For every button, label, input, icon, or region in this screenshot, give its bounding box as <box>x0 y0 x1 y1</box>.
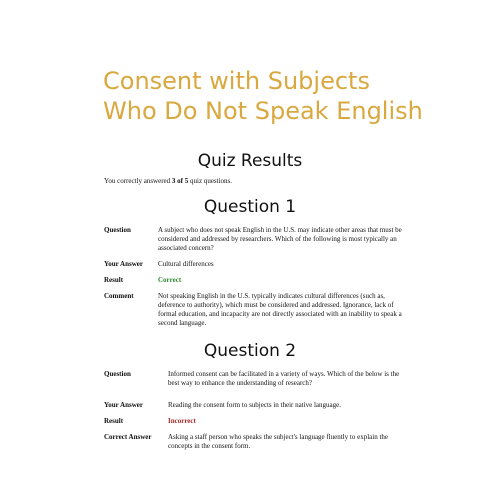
question-2-result-badge: Incorrect <box>168 417 196 425</box>
question-label: Question <box>104 370 131 378</box>
question-1-row-result <box>104 276 404 292</box>
your-answer-label: Your Answer <box>104 260 143 268</box>
question-1-text: A subject who does not speak English in the U.S. may indicate other areas that must be considered and addressed by researchers. Which of the following is most typically an associated concern? <box>158 226 402 252</box>
question-1-table <box>104 226 404 328</box>
your-answer-label: Your Answer <box>104 401 143 409</box>
question-1-row-comment <box>104 292 404 328</box>
question-2-correct-answer: Asking a staff person who speaks the subject's language fluently to explain the concepts in the consent form. <box>168 433 389 450</box>
quiz-results-heading: Quiz Results <box>197 151 303 171</box>
quiz-summary <box>104 177 232 186</box>
question-2-text: Informed consent can be facilitated in a variety of ways. Which of the below is the best way to enhance the understanding of research? <box>168 370 400 387</box>
comment-label: Comment <box>104 292 134 300</box>
question-1-answer: Cultural differences <box>158 260 214 268</box>
question-2-row-answer <box>104 401 404 417</box>
quiz-summary-suffix: quiz questions. <box>188 177 233 185</box>
question-2-row-result <box>104 417 404 433</box>
question-2-heading: Question 2 <box>203 341 297 361</box>
question-label: Question <box>104 226 131 234</box>
question-2-table <box>104 370 404 451</box>
page-title <box>103 66 483 126</box>
question-1-result-badge: Correct <box>158 276 182 284</box>
question-1-row-question <box>104 226 404 260</box>
result-label: Result <box>104 276 124 284</box>
page-title-line-1: Consent with Subjects <box>103 67 370 95</box>
quiz-score: 3 of 5 <box>171 177 189 185</box>
quiz-summary-prefix: You correctly answered <box>104 177 172 185</box>
result-label: Result <box>104 417 124 425</box>
question-2-answer: Reading the consent form to subjects in their native language. <box>168 401 342 409</box>
question-2-row-correct-answer <box>104 433 404 451</box>
question-2-row-question <box>104 370 404 401</box>
question-1-heading: Question 1 <box>203 197 297 217</box>
correct-answer-label: Correct Answer <box>104 433 152 441</box>
question-1-row-answer <box>104 260 404 276</box>
question-1-comment: Not speaking English in the U.S. typically indicates cultural differences (such as, deference to authority), which must be considered and addressed. Ignorance, lack of formal education, and incapacity are not directly associated with an inability to speak a second language. <box>158 292 402 327</box>
page-title-line-2: Who Do Not Speak English <box>103 97 423 125</box>
